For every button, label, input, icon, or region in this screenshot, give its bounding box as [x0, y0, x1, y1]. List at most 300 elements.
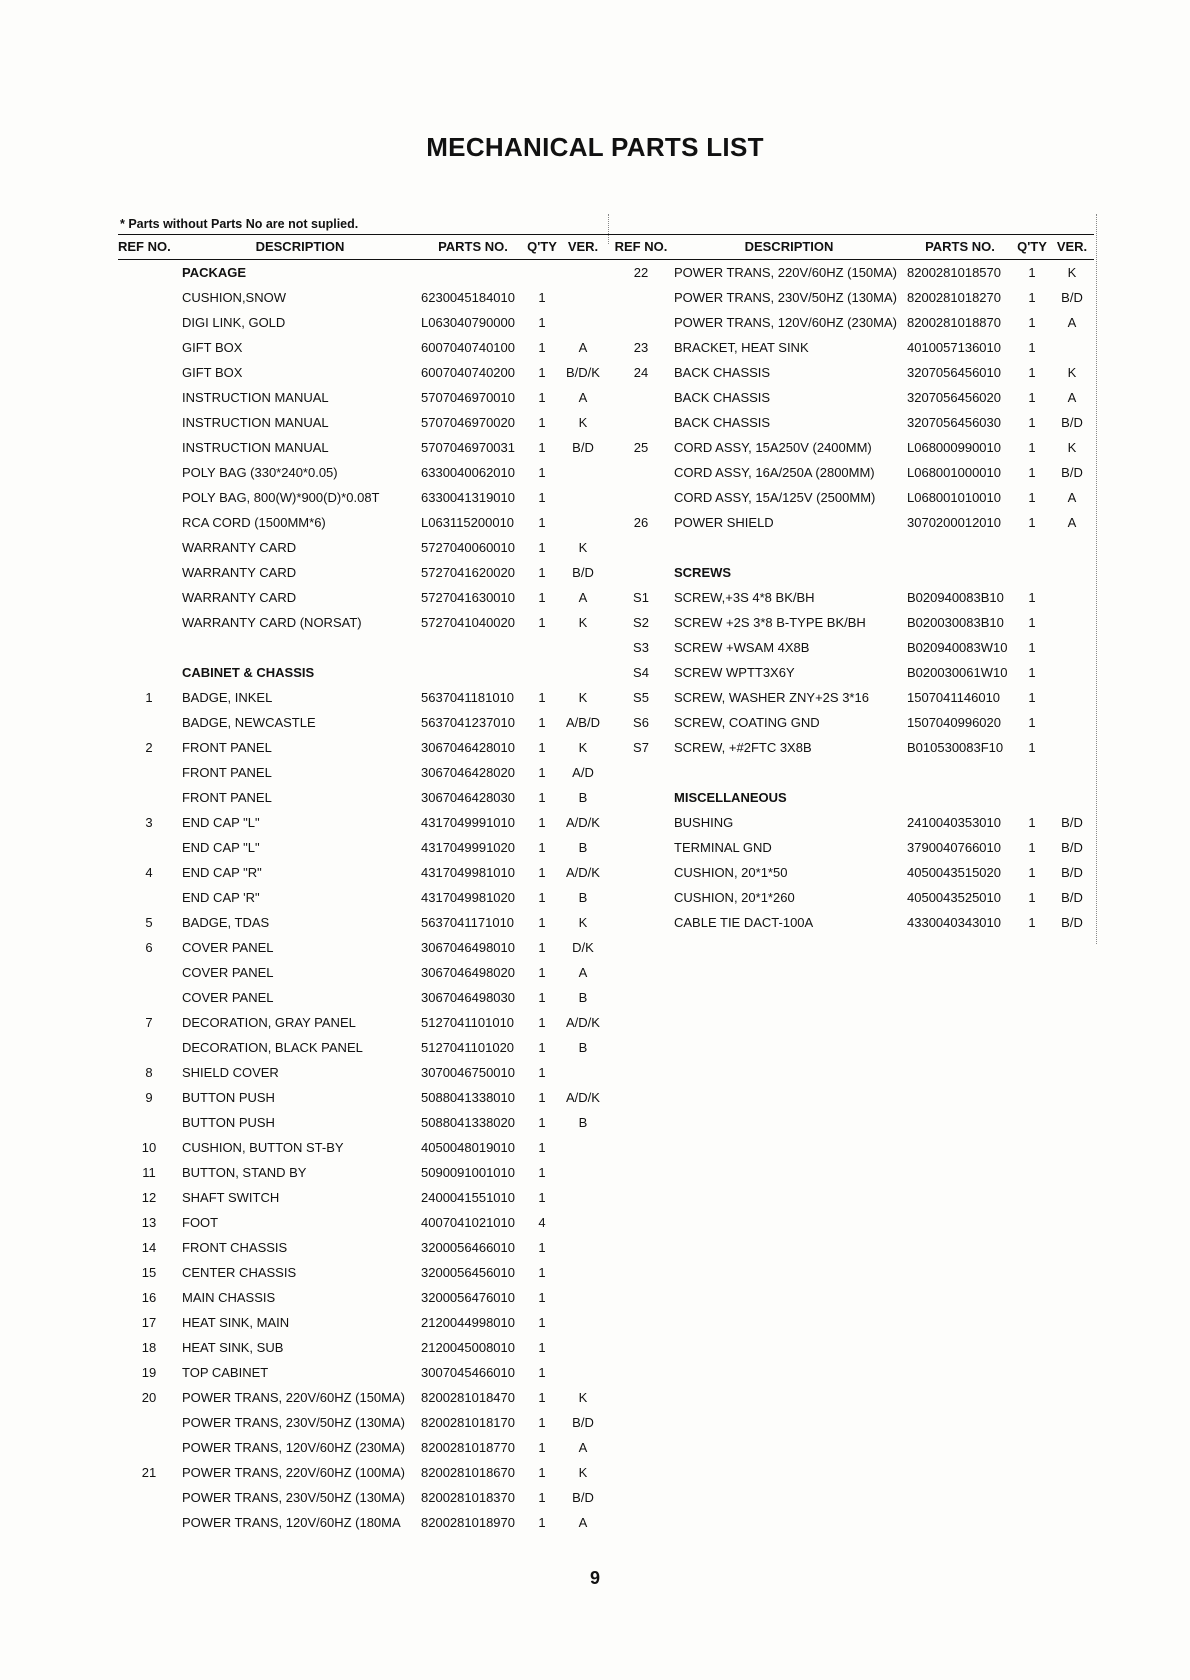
section-heading: MISCELLANEOUS: [674, 790, 787, 805]
page-title: MECHANICAL PARTS LIST: [426, 132, 764, 162]
description-cell: CUSHION, 20*1*50: [674, 865, 788, 880]
description-cell: TOP CABINET: [182, 1365, 269, 1380]
qty-cell: 1: [538, 440, 546, 455]
qty-cell: [526, 260, 558, 285]
version-cell: [558, 460, 608, 485]
description-cell: POWER TRANS, 120V/60HZ (230MA): [674, 315, 897, 330]
parts-no-cell: 5637041171010: [421, 915, 515, 930]
table-row: [118, 585, 608, 610]
description-cell: POWER TRANS, 220V/60HZ (150MA): [674, 265, 897, 280]
table-row: [118, 935, 608, 960]
qty-cell: 1: [538, 1340, 546, 1355]
qty-cell: 1: [538, 840, 546, 855]
description-cell: SCREW,+3S 4*8 BK/BH: [674, 590, 815, 605]
table-row: [118, 1085, 608, 1110]
table-row: [118, 1260, 608, 1285]
table-row: [610, 335, 1094, 360]
description-cell: COVER PANEL: [182, 965, 274, 980]
ref-no-cell: [610, 285, 672, 310]
ref-no-cell: 8: [145, 1065, 153, 1080]
qty-cell: 1: [1028, 915, 1036, 930]
version-cell: B: [578, 990, 588, 1005]
version-cell: A/D/K: [566, 1090, 600, 1105]
qty-cell: 1: [538, 1490, 546, 1505]
ref-no-cell: [118, 485, 180, 510]
description-cell: MAIN CHASSIS: [182, 1290, 276, 1305]
qty-cell: 1: [1028, 515, 1036, 530]
description-cell: POWER SHIELD: [674, 515, 774, 530]
parts-no-cell: 3200056456010: [421, 1265, 515, 1280]
version-cell: A: [1067, 515, 1077, 530]
section-heading: CABINET & CHASSIS: [182, 665, 315, 680]
ref-no-cell: [610, 460, 672, 485]
parts-no-cell: 4007041021010: [421, 1215, 515, 1230]
parts-list-right: [610, 260, 1094, 935]
parts-no-cell: 3070200012010: [907, 515, 1001, 530]
version-cell: B: [578, 890, 588, 905]
version-cell: [558, 1235, 608, 1260]
version-cell: K: [1067, 265, 1077, 280]
qty-cell: 1: [538, 1240, 546, 1255]
parts-no-cell: 8200281018270: [907, 290, 1001, 305]
qty-cell: 1: [538, 1290, 546, 1305]
qty-cell: [1014, 535, 1050, 560]
description-cell: SHAFT SWITCH: [182, 1190, 280, 1205]
qty-cell: 4: [538, 1215, 546, 1230]
parts-no-cell: 3067046498030: [421, 990, 515, 1005]
parts-no-cell: 4317049981020: [421, 890, 515, 905]
ref-no-cell: 23: [633, 340, 649, 355]
table-row: [610, 685, 1094, 710]
version-cell: K: [578, 615, 588, 630]
version-cell: K: [578, 915, 588, 930]
qty-cell: 1: [538, 340, 546, 355]
qty-cell: 1: [1028, 740, 1036, 755]
parts-no-cell: 3067046428020: [421, 765, 515, 780]
qty-cell: 1: [1028, 440, 1036, 455]
version-cell: B/D: [1061, 840, 1083, 855]
table-row: [610, 835, 1094, 860]
table-row: [610, 810, 1094, 835]
table-row: [118, 910, 608, 935]
version-cell: B/D: [1061, 815, 1083, 830]
version-cell: [1050, 660, 1094, 685]
description-cell: HEAT SINK, MAIN: [182, 1315, 290, 1330]
parts-no-cell: 5727041630010: [421, 590, 515, 605]
parts-no-cell: 8200281018370: [421, 1490, 515, 1505]
table-row: [118, 410, 608, 435]
qty-cell: 1: [1028, 390, 1036, 405]
version-cell: B/D: [572, 1490, 594, 1505]
table-row: [610, 885, 1094, 910]
table-row: [118, 1435, 608, 1460]
table-row: [118, 510, 608, 535]
description-cell: CORD ASSY, 15A/125V (2500MM): [674, 490, 876, 505]
qty-cell: 1: [538, 1440, 546, 1455]
qty-cell: 1: [1028, 365, 1036, 380]
parts-table-right: [610, 234, 1094, 935]
qty-cell: 1: [1028, 340, 1036, 355]
description-cell: INSTRUCTION MANUAL: [182, 390, 329, 405]
table-header-row: [610, 234, 1094, 260]
parts-no-cell: 4050048019010: [421, 1140, 515, 1155]
version-cell: [558, 1335, 608, 1360]
qty-header: Q'TY: [527, 239, 557, 254]
qty-cell: 1: [538, 715, 546, 730]
qty-cell: 1: [538, 615, 546, 630]
qty-cell: 1: [538, 1515, 546, 1530]
ref-no-cell: [610, 310, 672, 335]
parts-no-cell: B020940083W10: [907, 640, 1008, 655]
qty-cell: 1: [538, 1165, 546, 1180]
table-row: [610, 435, 1094, 460]
version-cell: A: [1067, 390, 1077, 405]
ref-no-cell: [118, 985, 180, 1010]
description-cell: SCREW, +#2FTC 3X8B: [674, 740, 812, 755]
parts-no-cell: B010530083F10: [907, 740, 1004, 755]
ref-no-cell: [118, 285, 180, 310]
qty-cell: 1: [538, 790, 546, 805]
table-row: [118, 310, 608, 335]
qty-cell: 1: [538, 1115, 546, 1130]
description-cell: BACK CHASSIS: [674, 390, 771, 405]
table-row: [610, 560, 1094, 585]
page-number: 9: [589, 1568, 600, 1588]
description-cell: BUTTON, STAND BY: [182, 1165, 307, 1180]
parts-no-cell: [906, 535, 1014, 560]
version-cell: A/D/K: [566, 815, 600, 830]
description-cell: [672, 535, 906, 560]
table-row: [610, 910, 1094, 935]
version-cell: [558, 1310, 608, 1335]
parts-no-cell: 3200056466010: [421, 1240, 515, 1255]
qty-header: Q'TY: [1017, 239, 1047, 254]
description-cell: FOOT: [182, 1215, 219, 1230]
version-cell: B/D/K: [566, 365, 600, 380]
ref-no-cell: [118, 260, 180, 285]
description-cell: FRONT PANEL: [182, 790, 272, 805]
description-cell: CUSHION, 20*1*260: [674, 890, 795, 905]
table-row: [610, 510, 1094, 535]
version-cell: K: [1067, 440, 1077, 455]
table-row: [118, 735, 608, 760]
ref-no-cell: 13: [141, 1215, 157, 1230]
ref-no-cell: [118, 1410, 180, 1435]
description-cell: END CAP "L": [182, 815, 260, 830]
parts-no-cell: B020940083B10: [907, 590, 1004, 605]
parts-no-cell: 2410040353010: [907, 815, 1001, 830]
parts-no-cell: 4010057136010: [907, 340, 1001, 355]
version-cell: [1050, 710, 1094, 735]
description-cell: POWER TRANS, 220V/60HZ (150MA): [182, 1390, 405, 1405]
description-cell: CORD ASSY, 15A250V (2400MM): [674, 440, 872, 455]
table-row: [118, 435, 608, 460]
table-row: [118, 1185, 608, 1210]
qty-cell: 1: [1028, 640, 1036, 655]
parts-no-cell: 3067046428010: [421, 740, 515, 755]
table-row: [610, 460, 1094, 485]
qty-cell: 1: [1028, 415, 1036, 430]
parts-no-cell: 5707046970010: [421, 390, 515, 405]
table-row: [118, 960, 608, 985]
qty-cell: 1: [538, 915, 546, 930]
version-cell: B: [578, 1115, 588, 1130]
table-row: [118, 460, 608, 485]
column-divider: [608, 214, 609, 244]
ref-no-cell: 19: [141, 1365, 157, 1380]
qty-cell: 1: [538, 965, 546, 980]
qty-cell: [526, 660, 558, 685]
version-cell: [558, 1185, 608, 1210]
description-cell: HEAT SINK, SUB: [182, 1340, 284, 1355]
version-cell: B/D: [1061, 415, 1083, 430]
ref-no-cell: [118, 510, 180, 535]
table-row: [118, 360, 608, 385]
table-row: [118, 1110, 608, 1135]
table-row: [118, 1460, 608, 1485]
version-cell: B/D: [1061, 290, 1083, 305]
version-cell: [558, 1360, 608, 1385]
description-cell: SCREW, COATING GND: [674, 715, 820, 730]
parts-list-left: [118, 260, 608, 1535]
version-cell: K: [578, 415, 588, 430]
description-cell: CENTER CHASSIS: [182, 1265, 297, 1280]
version-cell: [558, 660, 608, 685]
ref-no-cell: 6: [145, 940, 153, 955]
ref-no-cell: [118, 635, 180, 660]
ref-no-cell: [118, 960, 180, 985]
ref-no-cell: [610, 785, 672, 810]
description-cell: CABLE TIE DACT-100A: [674, 915, 814, 930]
ref-no-cell: 26: [633, 515, 649, 530]
qty-cell: 1: [538, 390, 546, 405]
qty-cell: 1: [1028, 315, 1036, 330]
version-cell: A/D/K: [566, 865, 600, 880]
ref-no-cell: [610, 385, 672, 410]
qty-cell: 1: [538, 540, 546, 555]
table-row: [610, 710, 1094, 735]
description-cell: GIFT BOX: [182, 365, 243, 380]
section-heading: PACKAGE: [182, 265, 247, 280]
parts-no-cell: 3067046498020: [421, 965, 515, 980]
parts-no-cell: 5127041101010: [421, 1015, 515, 1030]
version-cell: B/D: [572, 565, 594, 580]
qty-cell: 1: [538, 1040, 546, 1055]
table-row: [118, 385, 608, 410]
version-cell: K: [578, 1390, 588, 1405]
ref-no-cell: S2: [633, 615, 649, 630]
table-row: [118, 535, 608, 560]
ref-no-cell: [118, 610, 180, 635]
ref-no-cell: [118, 560, 180, 585]
description-cell: TERMINAL GND: [674, 840, 772, 855]
table-row: [610, 610, 1094, 635]
ref-no-cell: 4: [145, 865, 153, 880]
parts-no-cell: 6007040740100: [421, 340, 515, 355]
qty-cell: 1: [538, 865, 546, 880]
qty-cell: 1: [538, 365, 546, 380]
ref-no-cell: 12: [141, 1190, 157, 1205]
version-cell: B/D: [1061, 865, 1083, 880]
qty-cell: 1: [538, 940, 546, 955]
description-cell: BUTTON PUSH: [182, 1090, 275, 1105]
table-row: [610, 635, 1094, 660]
table-row: [118, 560, 608, 585]
description-cell: BADGE, TDAS: [182, 915, 270, 930]
ref-no-cell: [118, 1510, 180, 1535]
description-cell: SCREW +WSAM 4X8B: [674, 640, 810, 655]
ref-no-cell: [610, 885, 672, 910]
parts-no-cell: L068001010010: [907, 490, 1001, 505]
version-cell: A: [578, 1440, 588, 1455]
parts-no-cell: 4317049991010: [421, 815, 515, 830]
qty-cell: 1: [1028, 840, 1036, 855]
table-row: [118, 1235, 608, 1260]
parts-no-cell: 3200056476010: [421, 1290, 515, 1305]
qty-cell: 1: [538, 1190, 546, 1205]
parts-no-cell: [906, 560, 1014, 585]
qty-cell: 1: [538, 490, 546, 505]
version-cell: [1050, 585, 1094, 610]
table-row: [118, 810, 608, 835]
version-cell: [1050, 760, 1094, 785]
description-cell: BACK CHASSIS: [674, 365, 771, 380]
table-row: [610, 660, 1094, 685]
ref-no-cell: S1: [633, 590, 649, 605]
table-row: [118, 785, 608, 810]
qty-cell: 1: [1028, 615, 1036, 630]
version-cell: [558, 285, 608, 310]
version-cell: [1050, 735, 1094, 760]
table-row: [118, 1285, 608, 1310]
table-row: [118, 485, 608, 510]
description-cell: BADGE, NEWCASTLE: [182, 715, 316, 730]
table-row: [610, 860, 1094, 885]
ref-no-cell: [118, 1485, 180, 1510]
parts-no-cell: 6230045184010: [421, 290, 515, 305]
qty-cell: 1: [538, 815, 546, 830]
parts-no-cell: 3790040766010: [907, 840, 1001, 855]
right-edge-rule: [1096, 214, 1097, 944]
parts-no-header: PARTS NO.: [438, 239, 508, 254]
description-cell: CUSHION,SNOW: [182, 290, 286, 305]
parts-no-cell: 5727040060010: [421, 540, 515, 555]
qty-cell: 1: [1028, 690, 1036, 705]
qty-cell: 1: [1028, 265, 1036, 280]
parts-no-cell: 6330041319010: [421, 490, 515, 505]
version-cell: [558, 485, 608, 510]
ref-no-cell: [610, 410, 672, 435]
ref-no-cell: [118, 1035, 180, 1060]
ref-no-cell: 9: [145, 1090, 153, 1105]
ref-no-cell: [610, 485, 672, 510]
parts-no-cell: 8200281018570: [907, 265, 1001, 280]
ref-no-cell: [118, 310, 180, 335]
parts-no-cell: 8200281018770: [421, 1440, 515, 1455]
ref-no-cell: [610, 760, 672, 785]
section-heading: SCREWS: [674, 565, 732, 580]
parts-no-cell: 4050043515020: [907, 865, 1001, 880]
version-cell: K: [578, 1465, 588, 1480]
description-cell: WARRANTY CARD: [182, 540, 297, 555]
parts-no-cell: 6007040740200: [421, 365, 515, 380]
qty-cell: [1014, 785, 1050, 810]
qty-cell: 1: [1028, 490, 1036, 505]
version-cell: K: [578, 540, 588, 555]
qty-cell: 1: [538, 1390, 546, 1405]
ref-no-cell: S6: [633, 715, 649, 730]
description-cell: BRACKET, HEAT SINK: [674, 340, 809, 355]
description-cell: FRONT PANEL: [182, 740, 272, 755]
table-row: [118, 1310, 608, 1335]
description-cell: END CAP 'R": [182, 890, 260, 905]
description-cell: BADGE, INKEL: [182, 690, 273, 705]
version-cell: K: [578, 690, 588, 705]
parts-no-cell: 4050043525010: [907, 890, 1001, 905]
ref-no-cell: 11: [142, 1165, 156, 1180]
version-cell: A: [578, 1515, 588, 1530]
ref-no-cell: 25: [633, 440, 649, 455]
description-cell: SHIELD COVER: [182, 1065, 279, 1080]
qty-cell: 1: [538, 765, 546, 780]
qty-cell: 1: [1028, 815, 1036, 830]
description-cell: WARRANTY CARD: [182, 590, 297, 605]
version-cell: [558, 1160, 608, 1185]
ref-no-cell: 14: [141, 1240, 157, 1255]
table-row: [118, 1410, 608, 1435]
qty-cell: 1: [1028, 290, 1036, 305]
version-cell: A/D: [572, 765, 594, 780]
version-cell: [1050, 785, 1094, 810]
description-cell: POWER TRANS, 220V/60HZ (100MA): [182, 1465, 405, 1480]
qty-cell: 1: [538, 1015, 546, 1030]
qty-cell: 1: [538, 990, 546, 1005]
parts-no-cell: [420, 260, 526, 285]
description-cell: POWER TRANS, 120V/60HZ (180MA: [182, 1515, 401, 1530]
ref-no-cell: S4: [633, 665, 649, 680]
qty-cell: 1: [538, 465, 546, 480]
version-cell: B/D: [572, 1415, 594, 1430]
table-row: [118, 1160, 608, 1185]
table-row: [610, 310, 1094, 335]
parts-no-cell: L068000990010: [907, 440, 1001, 455]
parts-no-cell: 5727041040020: [421, 615, 515, 630]
table-row: [118, 885, 608, 910]
ref-no-cell: [610, 560, 672, 585]
ref-no-cell: [610, 835, 672, 860]
qty-cell: [1014, 760, 1050, 785]
version-cell: B/D: [1061, 890, 1083, 905]
ref-no-cell: 15: [141, 1265, 157, 1280]
table-row: [610, 485, 1094, 510]
version-cell: B/D: [1061, 465, 1083, 480]
description-cell: [180, 635, 420, 660]
version-cell: [558, 310, 608, 335]
description-cell: CUSHION, BUTTON ST-BY: [182, 1140, 344, 1155]
version-cell: B: [578, 790, 588, 805]
version-cell: [558, 510, 608, 535]
qty-cell: 1: [538, 890, 546, 905]
qty-cell: 1: [1028, 465, 1036, 480]
description-cell: DIGI LINK, GOLD: [182, 315, 286, 330]
qty-cell: 1: [538, 515, 546, 530]
qty-cell: 1: [1028, 890, 1036, 905]
version-cell: [558, 1285, 608, 1310]
parts-no-header: PARTS NO.: [925, 239, 995, 254]
ref-no-cell: 18: [141, 1340, 157, 1355]
parts-table-left: [118, 234, 608, 1535]
description-cell: BACK CHASSIS: [674, 415, 771, 430]
